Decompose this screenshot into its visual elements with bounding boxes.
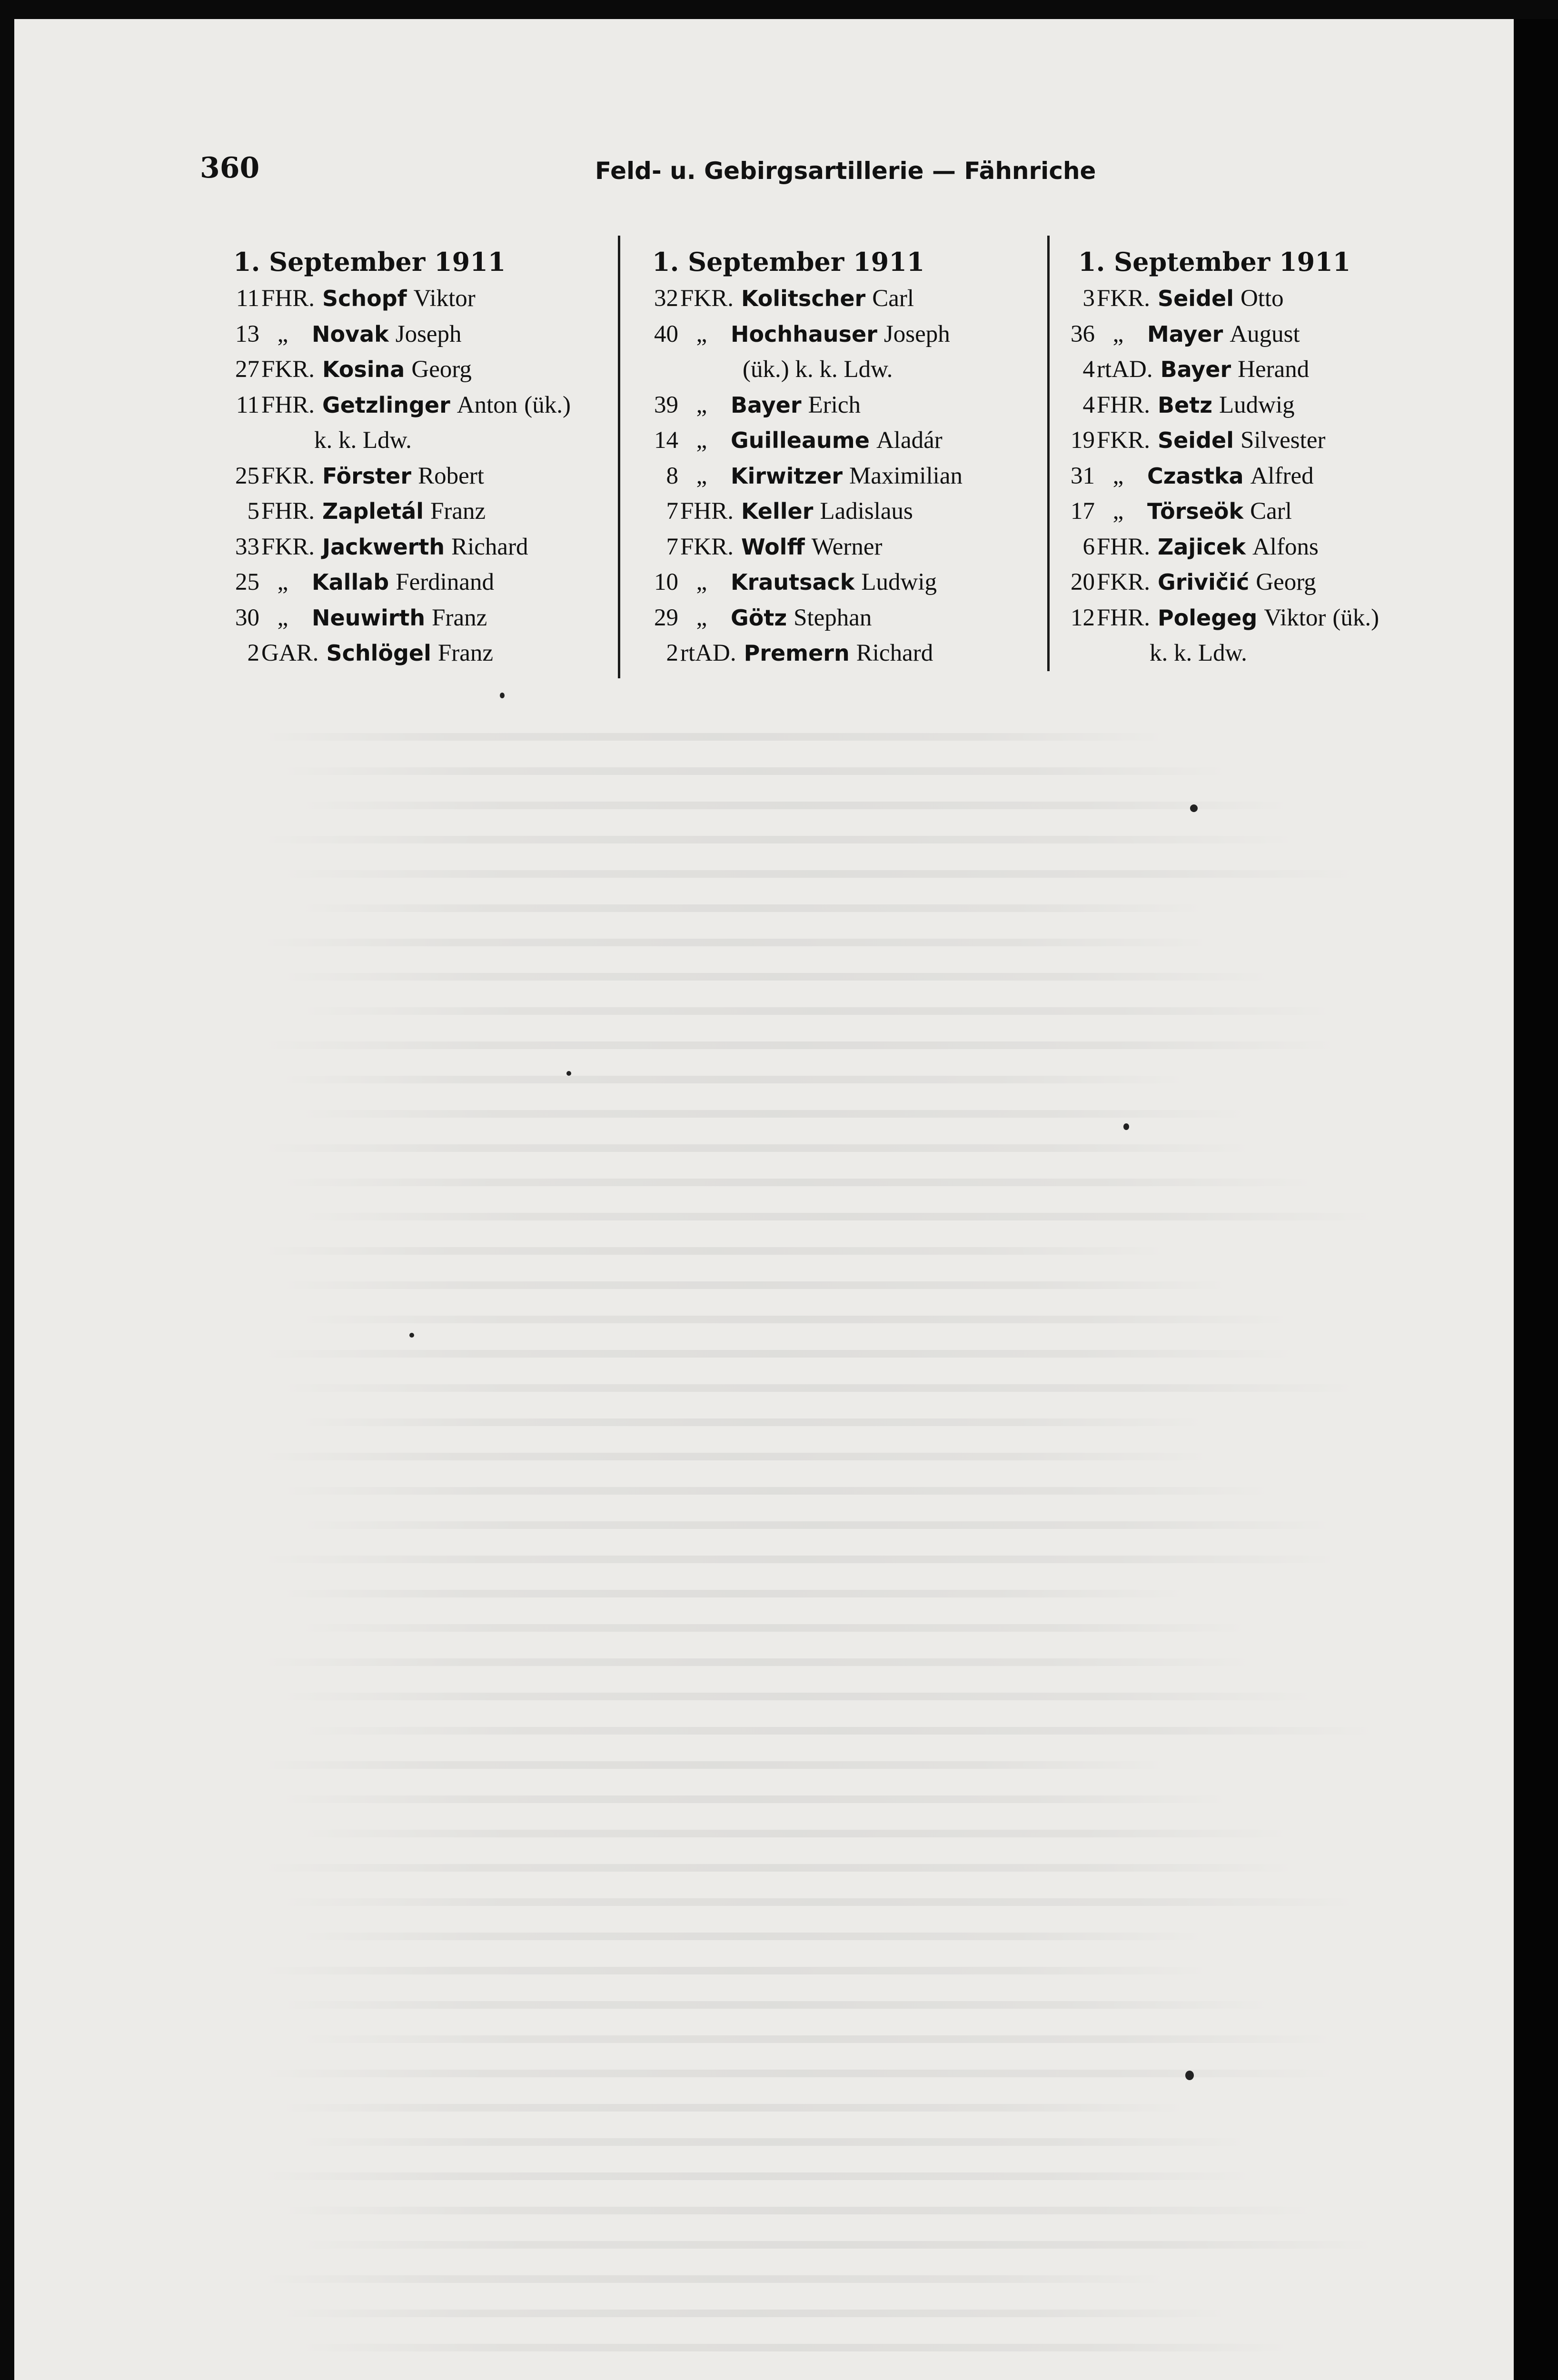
- surname: Novak: [312, 321, 389, 347]
- ink-speck: [409, 1333, 414, 1338]
- regiment-number: 2: [247, 640, 259, 666]
- given-name: Carl: [1250, 498, 1292, 525]
- column-2: [633, 243, 963, 671]
- bleed-through-line: [300, 2241, 1376, 2249]
- regiment-number: 32: [654, 285, 678, 312]
- bleed-through-line: [262, 733, 1166, 741]
- officer-entry: [214, 635, 571, 671]
- surname: Czastka: [1147, 463, 1244, 489]
- officer-entry: [633, 635, 963, 671]
- officer-entry: [633, 529, 963, 565]
- bleed-through-line: [300, 1316, 1290, 1323]
- bleed-through-line: [281, 1076, 1185, 1083]
- bleed-through-line: [281, 1281, 1228, 1289]
- given-name: Herand: [1238, 356, 1310, 383]
- surname: Zajicek: [1157, 534, 1246, 560]
- bleed-through-line: [262, 1761, 1166, 1769]
- officer-entry: [633, 565, 963, 600]
- regiment-number: 14: [654, 427, 678, 454]
- surname: Seidel: [1157, 286, 1234, 311]
- regiment-number: 7: [666, 533, 678, 560]
- unit-abbreviation: FKR.: [261, 462, 315, 489]
- regiment-number: 30: [235, 604, 259, 631]
- regiment-number: 33: [235, 533, 259, 560]
- unit-abbreviation: FKR.: [1097, 285, 1150, 312]
- bleed-through-line: [262, 1350, 1295, 1358]
- given-name: Maximilian: [849, 462, 963, 489]
- continuation-text: k. k. Ldw.: [314, 427, 412, 454]
- unit-abbreviation: FKR.: [1097, 569, 1150, 595]
- unit-abbreviation: GAR.: [261, 640, 319, 666]
- regiment-number: 6: [1082, 533, 1095, 560]
- given-name: Robert: [418, 462, 484, 489]
- bleed-through-line: [300, 1213, 1376, 1220]
- bleed-through-line: [262, 1247, 1166, 1255]
- officer-entry: [633, 317, 963, 352]
- regiment-number: 12: [1071, 604, 1095, 631]
- regiment-number: 7: [666, 498, 678, 525]
- surname: Hochhauser: [731, 321, 877, 347]
- bleed-through-line: [300, 2344, 1290, 2351]
- bleed-through-line: [300, 1418, 1204, 1426]
- officer-entry: [214, 317, 571, 352]
- bleed-through-line: [281, 1590, 1185, 1597]
- bleed-through-line: [281, 870, 1357, 878]
- regiment-number: 31: [1071, 462, 1095, 489]
- unit-abbreviation: FHR.: [1097, 391, 1150, 418]
- given-name: Aladár: [876, 427, 943, 454]
- ink-speck: [1123, 1123, 1129, 1130]
- regiment-number: 13: [235, 320, 259, 347]
- column-3: [1059, 243, 1379, 671]
- surname: Kosina: [322, 357, 405, 382]
- surname: Premern: [744, 640, 850, 666]
- regiment-number: 20: [1071, 569, 1095, 595]
- given-name: Anton: [456, 391, 518, 418]
- given-name: Ludwig: [861, 569, 937, 595]
- entry-continuation: [214, 423, 571, 458]
- officer-entry: [633, 423, 963, 458]
- unit-abbreviation: „: [1112, 462, 1124, 489]
- given-name: Carl: [872, 285, 914, 312]
- regiment-number: 11: [236, 285, 259, 312]
- officer-entry: [214, 352, 571, 387]
- regiment-number: 27: [235, 356, 259, 383]
- bleed-through-line: [262, 836, 1295, 843]
- bleed-through-line: [262, 2172, 1252, 2180]
- surname: Polegeg: [1157, 605, 1258, 631]
- given-name: Viktor: [1264, 604, 1326, 631]
- surname: Bayer: [1160, 357, 1231, 382]
- unit-abbreviation: FHR.: [261, 498, 315, 525]
- bleed-through-line: [262, 939, 1209, 946]
- bleed-through-line: [262, 1864, 1295, 1872]
- officer-entry: [214, 494, 571, 529]
- surname: Kirwitzer: [731, 463, 843, 489]
- bleed-through-line: [262, 1144, 1252, 1152]
- regiment-number: 17: [1071, 498, 1095, 525]
- officer-entry: [1059, 458, 1379, 494]
- bleed-through-line: [281, 973, 1271, 981]
- bleed-through-line: [262, 2070, 1338, 2077]
- unit-abbreviation: „: [696, 320, 707, 347]
- regiment-number: 4: [1082, 356, 1095, 383]
- regiment-number: 10: [654, 569, 678, 595]
- bleed-through-line: [281, 767, 1228, 775]
- bleed-through-line: [281, 2001, 1271, 2009]
- unit-abbreviation: „: [277, 569, 288, 595]
- given-name: Viktor: [413, 285, 476, 312]
- unit-abbreviation: FHR.: [261, 391, 315, 418]
- surname: Förster: [322, 463, 412, 489]
- unit-abbreviation: „: [696, 391, 707, 418]
- bleed-through-line: [300, 904, 1204, 912]
- regiment-number: 25: [235, 462, 259, 489]
- given-name: Georg: [1256, 569, 1316, 595]
- scan-edge: [1514, 19, 1558, 2380]
- unit-abbreviation: FHR.: [1097, 604, 1150, 631]
- regiment-number: 11: [236, 391, 259, 418]
- regiment-number: 29: [654, 604, 678, 631]
- unit-abbreviation: FKR.: [1097, 427, 1150, 454]
- unit-abbreviation: „: [696, 427, 707, 454]
- continuation-text: (ük.) k. k. Ldw.: [743, 356, 893, 383]
- column-rule: [618, 236, 620, 678]
- given-name: Ladislaus: [820, 498, 913, 525]
- surname: Schopf: [322, 286, 407, 311]
- surname: Bayer: [731, 392, 802, 418]
- note: (ük.): [524, 391, 571, 418]
- bleed-through-line: [262, 1041, 1338, 1049]
- bleed-through-line: [262, 1967, 1209, 1974]
- bleed-through-line: [281, 1179, 1314, 1186]
- unit-abbreviation: FKR.: [680, 285, 734, 312]
- given-name: Werner: [811, 533, 883, 560]
- regiment-number: 25: [235, 569, 259, 595]
- officer-entry: [1059, 529, 1379, 565]
- bleed-through-line: [300, 1933, 1204, 1940]
- bleed-through-line: [300, 802, 1290, 809]
- unit-abbreviation: „: [696, 462, 707, 489]
- given-name: Franz: [437, 640, 493, 666]
- surname: Kolitscher: [741, 286, 866, 311]
- given-name: Joseph: [395, 320, 462, 347]
- unit-abbreviation: FKR.: [261, 356, 315, 383]
- unit-abbreviation: FHR.: [1097, 533, 1150, 560]
- bleed-through-line: [262, 1658, 1252, 1666]
- given-name: Richard: [856, 640, 933, 666]
- officer-entry: [633, 387, 963, 423]
- officer-entry: [1059, 317, 1379, 352]
- entry-continuation: [1059, 635, 1379, 671]
- bleed-through-line: [300, 1624, 1247, 1632]
- ink-speck: [500, 693, 505, 698]
- unit-abbreviation: rtAD.: [680, 640, 736, 666]
- bleed-through-line: [281, 1384, 1357, 1392]
- bleed-through-line: [262, 1556, 1338, 1563]
- unit-abbreviation: „: [696, 604, 707, 631]
- column-heading: 1. September 1911: [652, 247, 925, 277]
- given-name: Joseph: [883, 320, 950, 347]
- bleed-through-line: [281, 2310, 1228, 2317]
- unit-abbreviation: FHR.: [261, 285, 315, 312]
- regiment-number: 39: [654, 391, 678, 418]
- column-rule: [1047, 236, 1050, 671]
- bleed-through-line: [281, 1487, 1271, 1495]
- regiment-number: 19: [1071, 427, 1095, 454]
- bleed-through-line: [300, 1727, 1376, 1735]
- surname: Krautsack: [731, 569, 855, 595]
- unit-abbreviation: „: [1112, 320, 1124, 347]
- officer-entry: [1059, 387, 1379, 423]
- officer-entry: [1059, 494, 1379, 529]
- surname: Wolff: [741, 534, 805, 560]
- bleed-through-line: [281, 2207, 1314, 2214]
- surname: Getzlinger: [322, 392, 450, 418]
- surname: Seidel: [1157, 427, 1234, 453]
- officer-entry: [1059, 423, 1379, 458]
- bleed-through-line: [300, 1007, 1333, 1015]
- surname: Törseök: [1147, 498, 1244, 524]
- given-name: Ferdinand: [396, 569, 494, 595]
- officer-entry: [1059, 281, 1379, 317]
- bleed-through-line: [300, 2035, 1333, 2043]
- officer-entry: [633, 458, 963, 494]
- officer-entry: [633, 600, 963, 636]
- surname: Zapletál: [322, 498, 424, 524]
- bleed-through-line: [300, 1830, 1290, 1837]
- given-name: Stephan: [794, 604, 872, 631]
- regiment-number: 36: [1071, 320, 1095, 347]
- surname: Grivičić: [1157, 569, 1250, 595]
- surname: Götz: [731, 605, 787, 631]
- unit-abbreviation: rtAD.: [1097, 356, 1153, 383]
- column-heading: 1. September 1911: [1078, 247, 1351, 277]
- given-name: Alfons: [1252, 533, 1319, 560]
- surname: Kallab: [312, 569, 389, 595]
- bleed-through-line: [300, 1521, 1333, 1529]
- unit-abbreviation: „: [696, 569, 707, 595]
- unit-abbreviation: „: [277, 320, 288, 347]
- bleed-through-line: [281, 2104, 1185, 2112]
- regiment-number: 40: [654, 320, 678, 347]
- officer-entry: [214, 529, 571, 565]
- bleed-through-line: [281, 1795, 1228, 1803]
- unit-abbreviation: „: [277, 604, 288, 631]
- given-name: Franz: [432, 604, 487, 631]
- officer-entry: [633, 494, 963, 529]
- officer-entry: [214, 458, 571, 494]
- officer-entry: [214, 600, 571, 636]
- officer-entry: [633, 281, 963, 317]
- regiment-number: 5: [247, 498, 259, 525]
- given-name: Franz: [430, 498, 486, 525]
- unit-abbreviation: FKR.: [680, 533, 734, 560]
- regiment-number: 4: [1082, 391, 1095, 418]
- unit-abbreviation: FHR.: [680, 498, 734, 525]
- unit-abbreviation: FKR.: [261, 533, 315, 560]
- officer-entry: [214, 387, 571, 423]
- given-name: Otto: [1240, 285, 1284, 312]
- given-name: Richard: [451, 533, 528, 560]
- bleed-through-line: [300, 1110, 1247, 1118]
- given-name: August: [1230, 320, 1300, 347]
- continuation-text: k. k. Ldw.: [1150, 640, 1247, 666]
- given-name: Georg: [411, 356, 472, 383]
- bleed-through-line: [281, 1898, 1357, 1906]
- bleed-through-line: [262, 2275, 1166, 2283]
- column-heading: 1. September 1911: [233, 247, 506, 277]
- bleed-through-line: [300, 2138, 1247, 2146]
- given-name: Ludwig: [1219, 391, 1295, 418]
- given-name: Silvester: [1240, 427, 1326, 454]
- surname: Betz: [1157, 392, 1212, 418]
- surname: Keller: [741, 498, 814, 524]
- officer-entry: [214, 565, 571, 600]
- entry-continuation: [633, 352, 963, 387]
- surname: Jackwerth: [322, 534, 445, 560]
- given-name: Erich: [808, 391, 861, 418]
- unit-abbreviation: „: [1112, 498, 1124, 525]
- regiment-number: 8: [666, 462, 678, 489]
- running-head: Feld- u. Gebirgsartillerie — Fähnriche: [595, 157, 1096, 185]
- officer-entry: [214, 281, 571, 317]
- note: (ük.): [1332, 604, 1379, 631]
- bleed-through-line: [262, 1453, 1209, 1460]
- column-1: [214, 243, 571, 671]
- surname: Schlögel: [326, 640, 431, 666]
- given-name: Alfred: [1250, 462, 1314, 489]
- ink-speck: [566, 1071, 571, 1076]
- regiment-number: 2: [666, 640, 678, 666]
- surname: Mayer: [1147, 321, 1223, 347]
- officer-entry: [1059, 352, 1379, 387]
- regiment-number: 3: [1082, 285, 1095, 312]
- ink-speck: [1185, 2071, 1194, 2080]
- bleed-through-line: [281, 1693, 1314, 1700]
- surname: Neuwirth: [312, 605, 426, 631]
- officer-entry: [1059, 565, 1379, 600]
- surname: Guilleaume: [731, 427, 870, 453]
- ink-speck: [1190, 804, 1198, 812]
- page-number: 360: [200, 151, 260, 185]
- officer-entry: [1059, 600, 1379, 636]
